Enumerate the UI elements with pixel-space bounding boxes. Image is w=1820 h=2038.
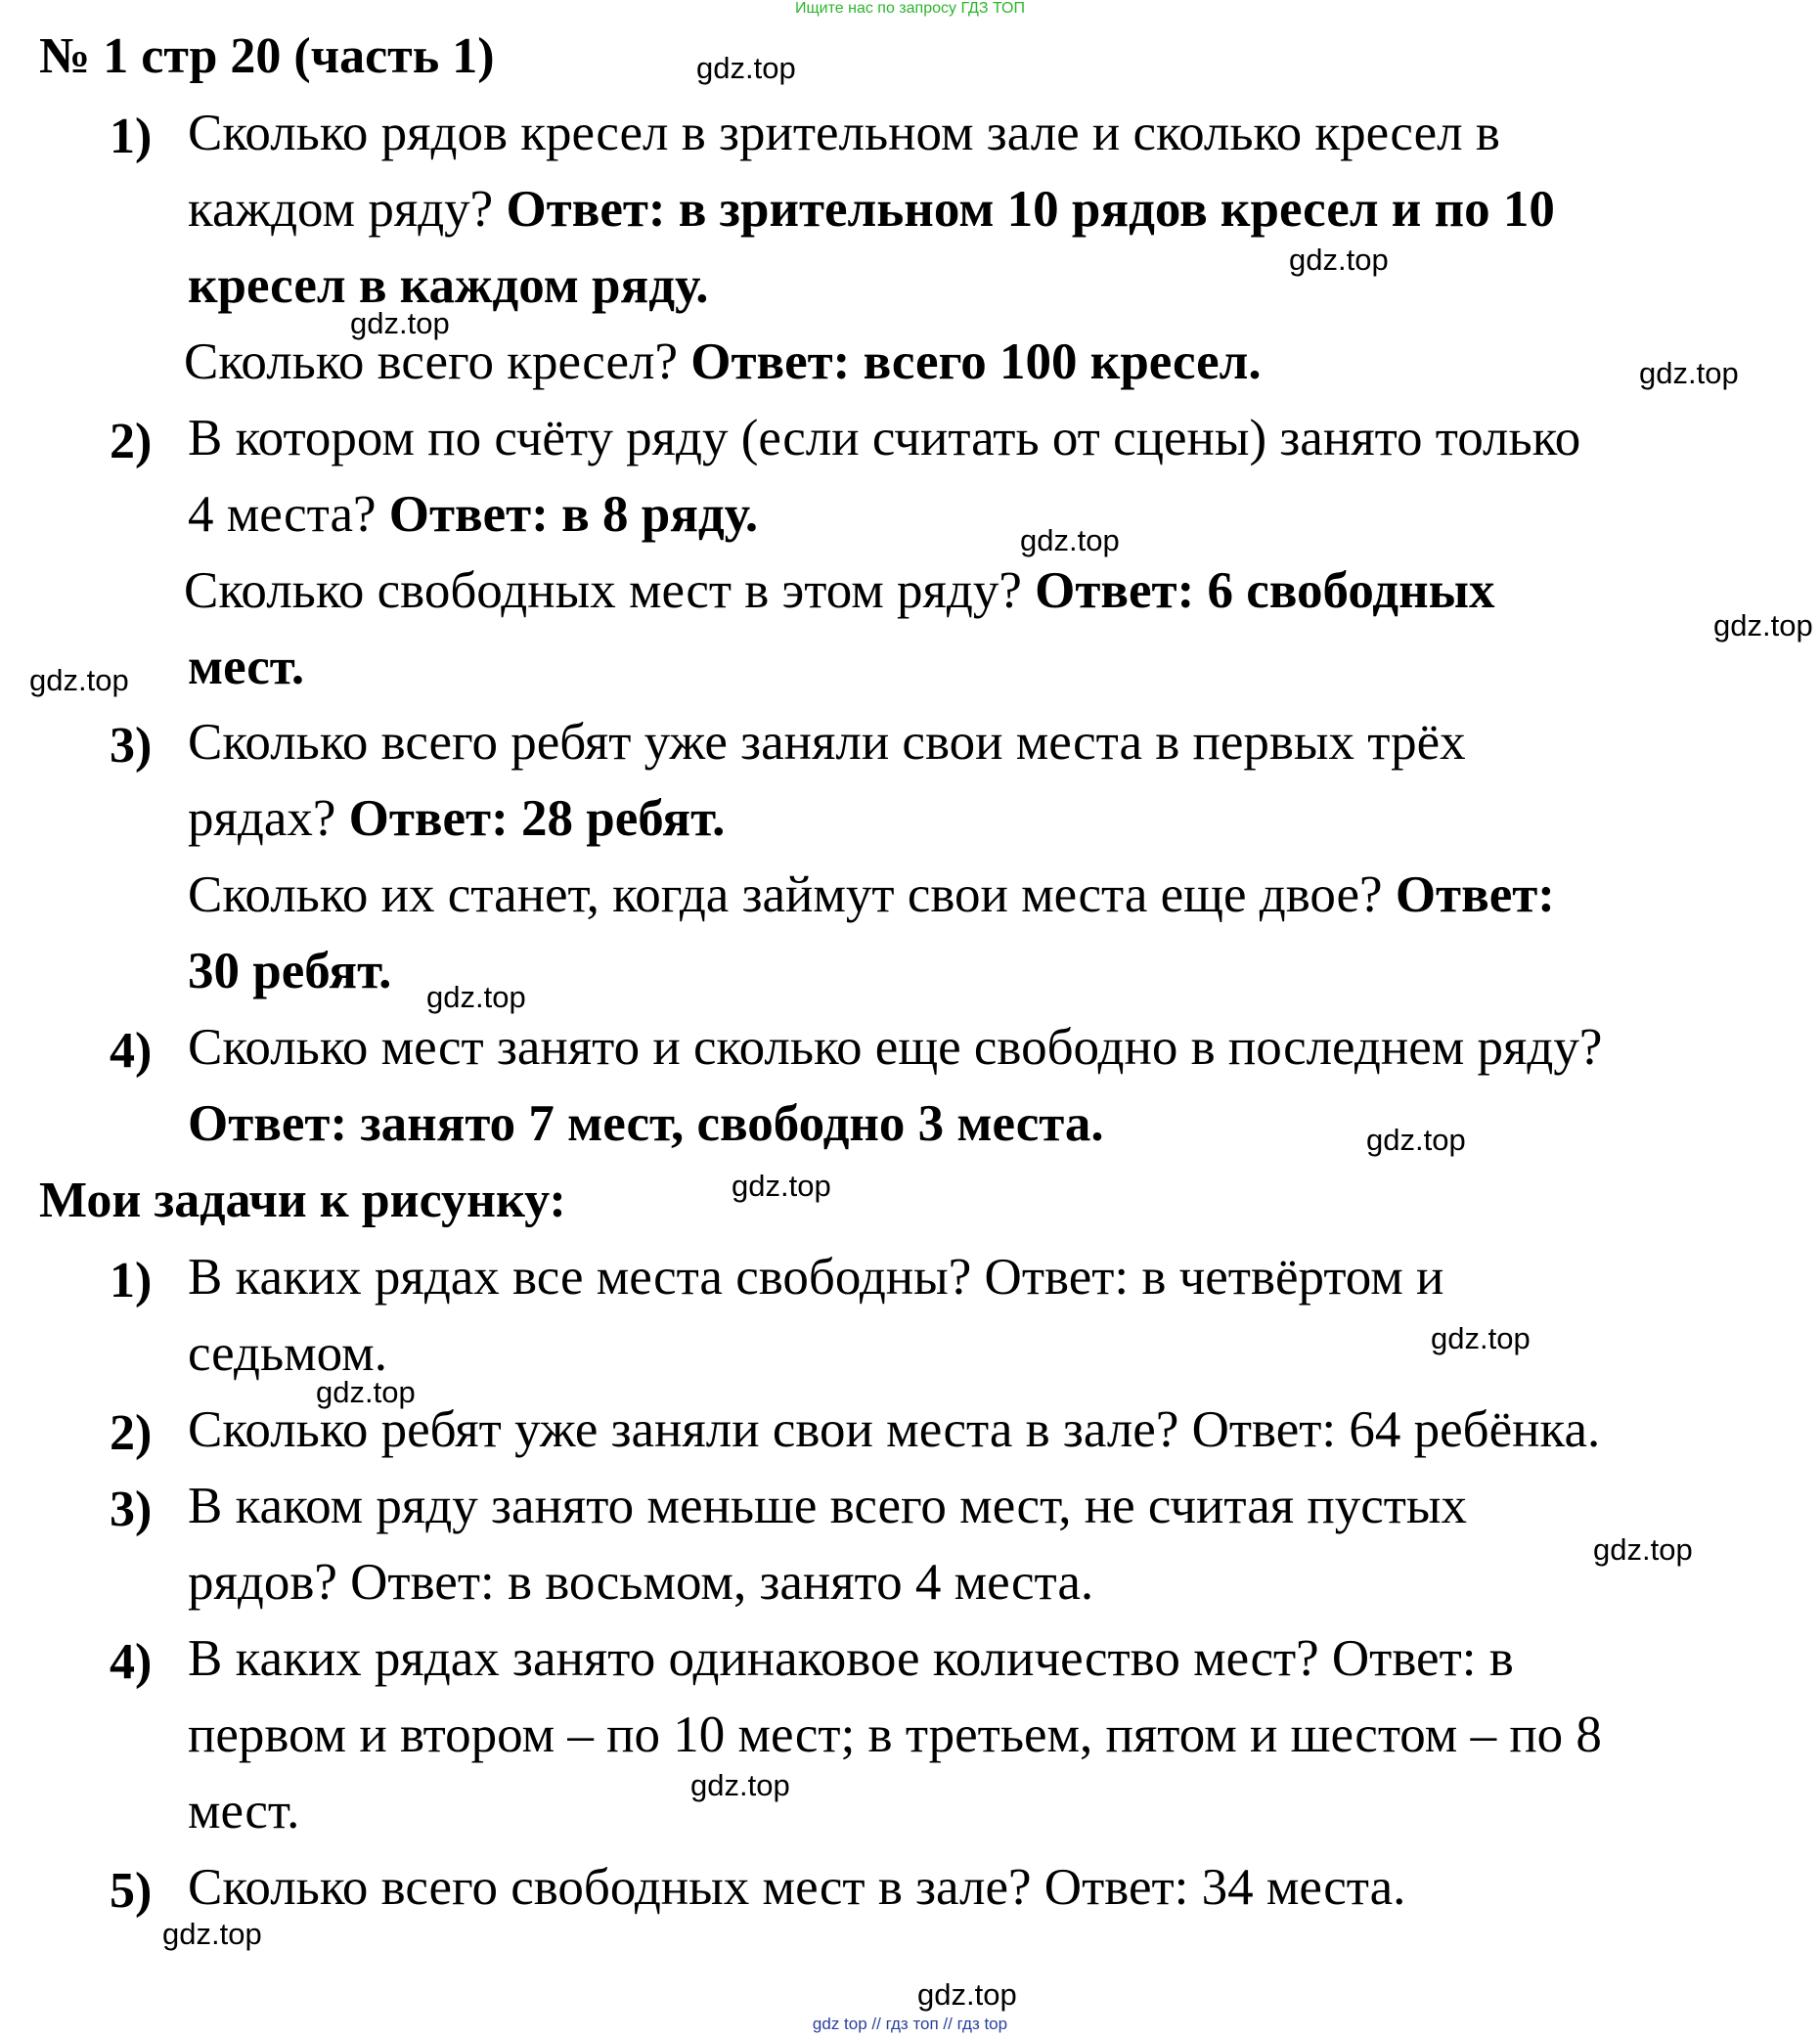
question-text: 4 места? xyxy=(188,486,389,543)
answer-text: кресел в каждом ряду. xyxy=(188,257,709,314)
item-number: 3) xyxy=(110,1482,153,1537)
text-line xyxy=(188,1783,300,1839)
question-text: каждом ряду? xyxy=(188,181,507,238)
answer-text: Ответ: 28 ребят. xyxy=(348,790,726,847)
section-heading: Мои задачи к рисунку: xyxy=(39,1173,566,1228)
watermark: gdz.top xyxy=(1431,1321,1531,1355)
item-number: 1) xyxy=(110,1253,153,1308)
text-line xyxy=(188,105,1500,161)
text-line xyxy=(188,257,709,314)
answer-text: мест. xyxy=(188,639,305,695)
question-text: В котором по счёту ряду (если считать от сцены) занято только xyxy=(188,410,1581,466)
item-number: 1) xyxy=(110,109,153,164)
answer-text: Ответ: в 8 ряду. xyxy=(388,486,759,543)
question-text: В каких рядах занято одинаковое количество мест? Ответ: в xyxy=(188,1630,1514,1687)
watermark: gdz.top xyxy=(732,1169,831,1203)
watermark: gdz.top xyxy=(316,1375,416,1409)
text-line xyxy=(188,790,726,847)
answer-text: Ответ: в зрительном 10 рядов кресел и по 10 xyxy=(506,181,1555,238)
text-line xyxy=(184,333,1262,390)
watermark: gdz.top xyxy=(1366,1123,1466,1157)
question-text: В каких рядах все места свободны? Ответ: в четвёртом и xyxy=(188,1249,1444,1306)
answer-text: Ответ: занято 7 мест, свободно 3 места. xyxy=(188,1095,1104,1152)
item-number: 2) xyxy=(110,414,153,469)
watermark: gdz.top xyxy=(1593,1532,1693,1567)
text-line xyxy=(188,486,759,543)
watermark: gdz.top xyxy=(29,663,129,697)
page-title: № 1 стр 20 (часть 1) xyxy=(39,28,495,84)
question-text: Сколько всего свободных мест в зале? Ответ: 34 места. xyxy=(188,1859,1406,1916)
watermark: gdz.top xyxy=(917,1977,1017,2012)
answer-text: Ответ: xyxy=(1395,866,1555,923)
text-line xyxy=(188,1706,1602,1763)
text-line xyxy=(188,1554,1094,1611)
question-text: Сколько рядов кресел в зрительном зале и сколько кресел в xyxy=(188,105,1500,161)
text-line xyxy=(188,639,305,695)
item-number: 2) xyxy=(110,1405,153,1461)
watermark: gdz.top xyxy=(426,980,526,1014)
question-text: мест. xyxy=(188,1783,300,1839)
watermark: gdz.top xyxy=(350,306,450,340)
text-line xyxy=(184,562,1495,619)
watermark: gdz.top xyxy=(690,1768,790,1802)
question-text: Сколько всего ребят уже заняли свои места в первых трёх xyxy=(188,714,1466,771)
item-number: 3) xyxy=(110,718,153,774)
text-line xyxy=(188,1859,1406,1916)
watermark: gdz.top xyxy=(1639,356,1739,390)
watermark: gdz.top xyxy=(696,51,796,85)
question-text: Сколько всего кресел? xyxy=(184,333,691,390)
top-banner: Ищите нас по запросу ГДЗ ТОП xyxy=(795,0,1025,17)
answer-text: Ответ: всего 100 кресел. xyxy=(690,333,1262,390)
text-line xyxy=(188,1478,1467,1534)
question-text: седьмом. xyxy=(188,1325,387,1382)
question-text: первом и втором – по 10 мест; в третьем, пятом и шестом – по 8 xyxy=(188,1706,1602,1763)
question-text: Сколько свободных мест в этом ряду? xyxy=(184,562,1036,619)
text-line xyxy=(188,1630,1514,1687)
item-number: 4) xyxy=(110,1023,153,1079)
question-text: рядов? Ответ: в восьмом, занято 4 места. xyxy=(188,1554,1094,1611)
watermark: gdz.top xyxy=(1713,608,1813,642)
footer: gdz top // гдз топ // гдз top xyxy=(812,2015,1008,2033)
text-line xyxy=(188,410,1581,466)
item-number: 4) xyxy=(110,1634,153,1690)
text-line xyxy=(188,1019,1603,1076)
item-number: 5) xyxy=(110,1863,153,1919)
text-line xyxy=(188,943,392,999)
watermark: gdz.top xyxy=(162,1917,262,1951)
watermark: gdz.top xyxy=(1289,243,1389,277)
watermark: gdz.top xyxy=(1020,523,1120,557)
text-line xyxy=(188,1249,1444,1306)
text-line xyxy=(188,1401,1601,1458)
text-line xyxy=(188,1095,1104,1152)
answer-text: Ответ: 6 свободных xyxy=(1035,562,1495,619)
text-line xyxy=(188,181,1555,238)
question-text: Сколько их станет, когда займут свои места еще двое? xyxy=(188,866,1396,923)
question-text: В каком ряду занято меньше всего мест, не считая пустых xyxy=(188,1478,1467,1534)
text-line xyxy=(188,866,1555,923)
text-line xyxy=(188,714,1466,771)
question-text: Сколько мест занято и сколько еще свободно в последнем ряду? xyxy=(188,1019,1603,1076)
question-text: рядах? xyxy=(188,790,349,847)
question-text: Сколько ребят уже заняли свои места в зале? Ответ: 64 ребёнка. xyxy=(188,1401,1601,1458)
text-line xyxy=(188,1325,387,1382)
answer-text: 30 ребят. xyxy=(188,943,392,999)
